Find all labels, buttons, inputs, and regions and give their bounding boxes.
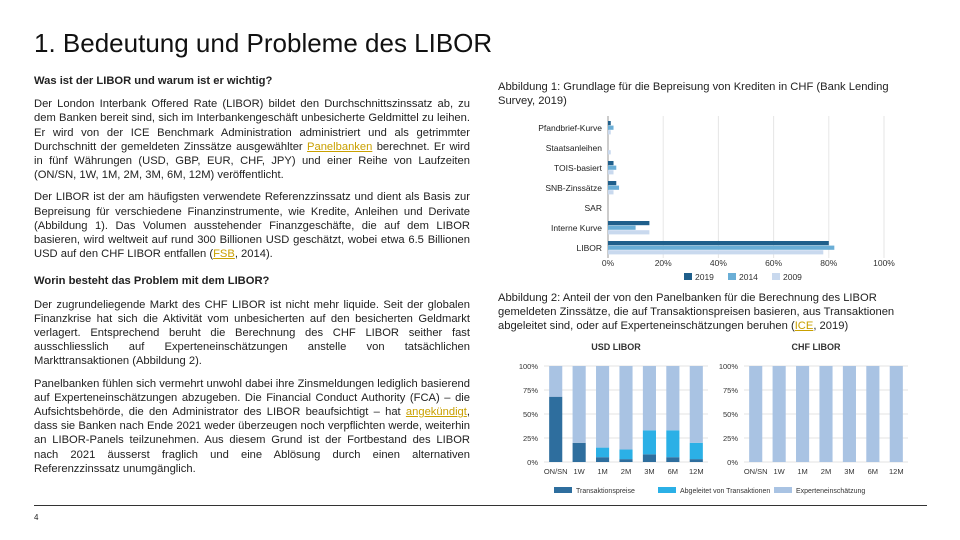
chart1-bar-pfandbrief-kurve-2009 [608,130,611,134]
chart1-bar-interne-kurve-2019 [608,221,649,225]
p4-tail: , dass sie Banken nach Ende 2021 weder überzeugen noch verpflichten werde, weiterhin an LIBOR-Panels teilzunehmen. Aus diesem Grund ist der Fortbestand des LIBOR nach 2021 äusserst fraglich und eine Ablösung durch einen alternativen Referenzzinssatz unumgänglich. [34,406,470,475]
chart1-bar-snb-zinss-tze-2009 [608,190,614,194]
chart2-xtick-label: 3M [644,467,655,476]
paragraph-market-illiquid: Der zugrundeliegende Markt des CHF LIBOR ist nicht mehr liquide. Seit der globalen Finanzkrise hat sich die Aktivität vom unbesicherten auf den besicherten Geldmarkt verlagert. Entsprechend beruht die Berechnung des CHF LIBOR seither fast ausschliesslich auf Experteneinschätzungen anstelle von tatsächlichen Markttransaktionen (Abbildung 2). [34,298,470,368]
chart1-legend-2014: 2014 [739,272,758,282]
chart2-xtick-label: 1W [773,467,785,476]
chart2-bar-usd-libor-2m-abgeleitet-von-transaktionen [619,450,632,460]
chart2-legend-swatch-abgeleitet-von-transaktionen [658,487,676,493]
chart2-xtick-label: 1M [597,467,608,476]
p4-text: Panelbanken fühlen sich vermehrt unwohl dabei ihre Zinsmeldungen lediglich basierend auf Experteneinschätzungen abzugeben. Die Financial Conduct Authority (FCA) – die Aufsichtsbehörde, die den Administrator des LIBOR beaufsichtigt – hat [34,377,470,419]
chart1-category-interne-kurve: Interne Kurve [550,223,602,233]
chart2-xtick-label: 2M [820,467,832,476]
chart2-xtick-label: 12M [688,467,704,476]
chart2-legend-abgeleitet-von-transaktionen: Abgeleitet von Transaktionen [680,488,771,495]
link-panelbanken[interactable]: Panelbanken [307,140,373,153]
chart1-category-snb-zinss-tze: SNB-Zinssätze [545,183,602,193]
chart1-tick-label: 100% [873,258,895,268]
chart2-bar-usd-libor-3m-transaktionspreise [643,454,656,462]
chart1-bar-snb-zinss-tze-2019 [608,181,616,185]
chart1-bar-tois-basiert-2009 [608,170,614,174]
chart2-bar-chf-libor-6m-experteneinsch-tzung [866,366,879,462]
chart1-tick-label: 20% [654,258,672,268]
footer-divider [34,505,927,506]
chart2-xtick-label: 12M [888,467,904,476]
chart2-bar-chf-libor-3m-experteneinsch-tzung [843,366,856,462]
chart1-category-tois-basiert: TOIS-basiert [553,163,602,173]
chart1-tick-label: 60% [765,258,783,268]
p2-tail: , 2014). [234,248,273,261]
link-angekuendigt[interactable]: angekündigt [405,406,467,419]
chart2-bar-usd-libor-1m-abgeleitet-von-transaktionen [596,448,609,458]
chart2-bar-usd-libor-on-sn-transaktionspreise [549,397,562,462]
chart2-bar-chf-libor-2m-experteneinsch-tzung [819,366,832,462]
chart2-bar-usd-libor-6m-transaktionspreise [666,457,679,462]
chart2-legend-transaktionspreise: Transaktionspreise [576,488,635,495]
chart2-bar-chf-libor-1m-experteneinsch-tzung [796,366,809,462]
chart2-legend-swatch-experteneinsch-tzung [774,487,792,493]
chart2-ytick-label: 0% [727,458,738,467]
chart2-ytick-label: 75% [522,386,538,395]
chart1-tick-label: 0% [601,258,615,268]
page-number: 4 [34,513,39,522]
chart2-bar-usd-libor-12m-abgeleitet-von-transaktionen [690,443,703,459]
paragraph-libor-usage [34,190,470,261]
link-fsb[interactable]: FSB [213,248,235,261]
chart1-bar-snb-zinss-tze-2014 [608,186,619,190]
heading-libor-importance: Was ist der LIBOR und warum ist er wichtig? [34,75,273,87]
chart1-legend-swatch-2019 [684,273,692,280]
heading-libor-problem: Worin besteht das Problem mit dem LIBOR? [34,275,270,288]
chart2-ytick-label: 0% [527,458,538,467]
figure1-caption: Abbildung 1: Grundlage für die Bepreisung von Krediten in CHF (Bank Lending Survey, 2019) [498,81,889,108]
chart2-bar-usd-libor-1m-experteneinsch-tzung [596,366,609,448]
chart2-panel-title-chf-libor: CHF LIBOR [791,342,841,352]
chart1-bar-interne-kurve-2009 [608,230,649,234]
chart2-ytick-label: 50% [522,410,538,419]
chart2-legend-experteneinsch-tzung: Experteneinschätzung [796,488,866,495]
chart2-bar-usd-libor-6m-experteneinsch-tzung [666,366,679,430]
chart1-bar-tois-basiert-2019 [608,161,614,165]
left-column [34,74,470,484]
chart2-bar-usd-libor-1m-transaktionspreise [596,457,609,462]
chart1-tick-label: 40% [709,258,727,268]
chart2-ytick-label: 75% [722,386,738,395]
chart1-legend-2019: 2019 [695,272,714,282]
chart2-xtick-label: ON/SN [543,467,568,476]
chart2-bar-usd-libor-2m-transaktionspreise [619,459,632,462]
chart2-bar-usd-libor-3m-experteneinsch-tzung [643,366,656,430]
chart2-bar-chf-libor-1w-experteneinsch-tzung [773,366,786,462]
chart1-bar-libor-2014 [608,246,834,250]
chart2-bar-usd-libor-6m-abgeleitet-von-transaktionen [666,430,679,457]
chart1-bar-pfandbrief-kurve-2014 [608,126,614,130]
chart1-category-staatsanleihen: Staatsanleihen [545,143,602,153]
chart1-tick-label: 80% [820,258,838,268]
chart-lending-basis [498,112,918,284]
chart1-bar-libor-2009 [608,250,823,254]
chart2-panel-title-usd-libor: USD LIBOR [591,342,641,352]
chart1-category-libor: LIBOR [576,243,602,253]
page-title: 1. Bedeutung und Probleme des LIBOR [34,28,493,58]
paragraph-fca-announcement [34,377,470,476]
chart2-xtick-label: 1M [797,467,808,476]
chart2-xtick-label: ON/SN [743,467,768,476]
fig2-caption-tail: , 2019) [813,320,849,333]
chart2-ytick-label: 50% [722,410,738,419]
chart2-xtick-label: 3M [844,467,855,476]
chart1-bar-staatsanleihen-2009 [608,150,611,154]
paragraph-libor-definition [34,97,470,182]
chart2-ytick-label: 100% [718,362,738,371]
chart1-category-pfandbrief-kurve: Pfandbrief-Kurve [538,123,602,133]
link-ice[interactable]: ICE [794,320,814,333]
chart-libor-submissions [498,338,918,500]
chart2-ytick-label: 100% [518,362,538,371]
chart2-bar-usd-libor-1w-transaktionspreise [573,443,586,462]
chart2-bar-usd-libor-on-sn-experteneinsch-tzung [549,366,562,397]
chart1-legend-2009: 2009 [783,272,802,282]
chart1-legend-swatch-2014 [728,273,736,280]
fig2-caption-text: Abbildung 2: Anteil der von den Panelbanken für die Berechnung des LIBOR gemeldeten Zinssätze, die auf Transaktionspreisen basieren, aus Transaktionen abgeleitet sind, oder auf Experteneinschätzungen beruhen ( [498,292,895,333]
chart2-ytick-label: 25% [522,434,538,443]
chart2-xtick-label: 1W [573,467,585,476]
p1-tail: berechnet. Er wird in fünf Währungen (USD, GBP, EUR, CHF, JPY) und einer Reihe von Laufzeiten (ON/SN, 1W, 1M, 2M, 3M, 6M, 12M) veröffentlicht. [34,140,470,182]
chart2-bar-usd-libor-12m-transaktionspreise [690,459,703,462]
chart2-bar-usd-libor-1w-experteneinsch-tzung [573,366,586,443]
chart2-xtick-label: 6M [867,467,879,476]
chart2-bar-usd-libor-12m-experteneinsch-tzung [690,366,703,443]
p2-text: Der LIBOR ist der am häufigsten verwendete Referenzzinssatz und dient als Basis zur Bepreisung für verschiedene Finanzinstrumente, wie Kredite, Anleihen und Derivate (Abbildung 1). Das Volumen ausstehender Finanzgeschäfte, die auf dem LIBOR basieren, wird weltweit auf rund 300 Billionen USD geschätzt, wobei etwa 6.5 Billionen USD auf den CHF LIBOR entfallen ( [34,191,470,261]
chart1-bar-interne-kurve-2014 [608,226,636,230]
p1-text: Der London Interbank Offered Rate (LIBOR) bildet den Durchschnittszinssatz ab, zu dem Banken bereit sind, sich im Interbankengeschäft unbesicherte Geldmittel zu leihen. Er wird von der ICE Benchmark Administration administriert und als getrimmter Durchschnitt der gemeldeten Zinssätze ausgewählter [34,98,470,153]
chart2-ytick-label: 25% [722,434,738,443]
figure2-caption [498,291,928,334]
chart2-bar-chf-libor-12m-experteneinsch-tzung [890,366,903,462]
chart2-bar-chf-libor-on-sn-experteneinsch-tzung [749,366,762,462]
chart1-bar-libor-2019 [608,241,829,245]
chart2-xtick-label: 6M [667,467,679,476]
chart2-legend-swatch-transaktionspreise [554,487,572,493]
chart2-xtick-label: 2M [620,467,632,476]
chart2-bar-usd-libor-3m-abgeleitet-von-transaktionen [643,430,656,454]
chart1-category-sar: SAR [584,203,602,213]
chart1-bar-pfandbrief-kurve-2019 [608,121,611,125]
chart2-bar-usd-libor-2m-experteneinsch-tzung [619,366,632,450]
chart1-legend-swatch-2009 [772,273,780,280]
chart1-bar-tois-basiert-2014 [608,166,616,170]
